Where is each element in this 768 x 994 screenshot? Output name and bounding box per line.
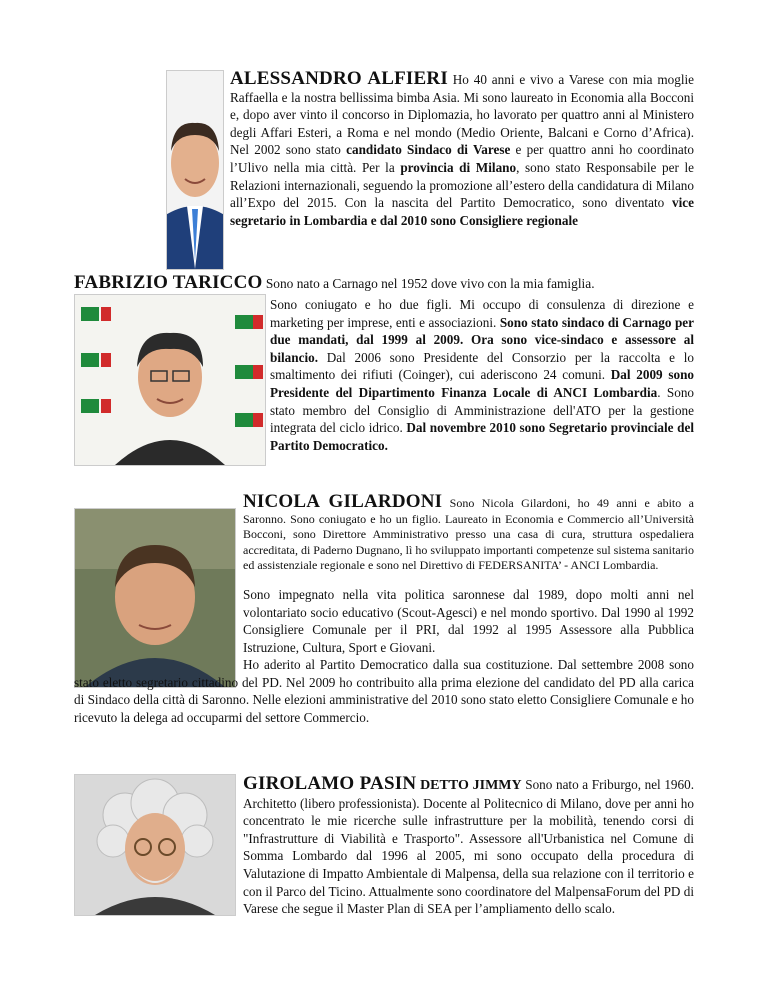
portrait-alfieri-image (167, 71, 223, 269)
name-gilardoni: NICOLA GILARDONI (243, 491, 443, 512)
bio-alfieri: ALESSANDRO ALFIERI Ho 40 anni e vivo a Varese con mia moglie Raffaella e la nostra bellissima bimba Asia. Mi sono laureato in Economia alla Bocconi e, dopo aver vinto il concorso in Diplomazia, ho lavorato per quattro anni al Ministero degli Affari Esteri, a Roma e nel mondo (Medio Oriente, Balcani e Corno d’Africa). Nel 2002 sono stato candidato Sindaco di Varese e per quattro anni ho coordinato l’Ulivo nella mia città. Per la provincia di Milano, sono stato Responsabile per le Relazioni internazionali, seguendo la promozione all’estero della candidatura di Milano all’Expo del 2015. Con la nascita del Partito Democratico, sono diventato vice segretario in Lombardia e dal 2010 sono Consigliere regionale (230, 68, 694, 228)
header-taricco: FABRIZIO TARICCO Sono nato a Carnago nel 1952 dove vivo con la mia famiglia. (74, 272, 595, 293)
portrait-alfieri (166, 70, 224, 270)
portrait-pasin-image (75, 775, 235, 915)
portrait-taricco-image (75, 295, 265, 465)
bio-gilardoni-politics: Sono impegnato nella vita politica saronnese dal 1989, dopo molti anni nel volontariato socio educativo (Scout-Agesci) e nel mondo sportivo. Dal 1990 al 1992 Consigliere Comunale per il PRI, dal 1992 al 1995 Assessore alla Pubblica Istruzione, Cultura, Sport e Giovani. (243, 587, 694, 655)
bio-pasin: GIROLAMO PASIN DETTO JIMMY Sono nato a Friburgo, nel 1960. Architetto (libero professionista). Docente al Politecnico di Milano, dove per anni ho concentrato le mie ricerche sulle infrastrutture per la mobilità, tenendo corsi di "Infrastrutture di Viabilità e Trasporto". Assessore all'Urbanistica nel Comune di Somma Lombardo dal 1996 al 2005, mi sono occupato della procedura di Valutazione di Impatto Ambientale di Malpensa, della sua relazione con il territorio e con il Parco del Ticino. Attualmente sono coordinatore del MalpensaForum del PD di Varese che segue il Master Plan di SEA per l’ampliamento dello scalo. (243, 773, 694, 917)
name-pasin: GIROLAMO PASIN (243, 773, 417, 794)
nickname-pasin: DETTO JIMMY (416, 778, 522, 793)
name-taricco: FABRIZIO TARICCO (74, 272, 263, 293)
bio-gilardoni-intro: NICOLA GILARDONI Sono Nicola Gilardoni, ho 49 anni e abito a Saronno. Sono coniugato e ho un figlio. Laureato in Economia e Commercio all’Università Bocconi, sono Direttore Amministrativo presso una casa di cura, struttura ospedaliera accreditata, di Paderno Dugnano, lì ho sviluppato importanti competenze sul sistema sanitario ed assistenziale regionale e sono nel Direttivo di FEDERSANITA’ - ANCI Lombardia. (243, 491, 694, 572)
name-alfieri: ALESSANDRO ALFIERI (230, 68, 448, 89)
bio-gilardoni-pd: Ho aderito al Partito Democratico dalla sua costituzione. Dal settembre 2008 sono stato eletto segretario cittadino del PD. Nel 2009 ho contribuito alla prima elezione del candidato del PD alla carica di Sindaco della città di Saronno. Nelle elezioni amministrative del 2010 sono stato eletto Consigliere Comunale e ho ricevuto la delega ad occuparmi del settore Commercio. (74, 657, 694, 725)
bio-taricco: Sono coniugato e ho due figli. Mi occupo di consulenza di direzione e marketing per imprese, enti e associazioni. Sono stato sindaco di Carnago per due mandati, dal 1999 al 2009. Ora sono vice-sindaco e assessore al bilancio. Dal 2006 sono Presidente del Consorzio per la raccolta e lo smaltimento dei rifiuti (Coinger), cui aderiscono 24 comuni. Dal 2009 sono Presidente del Dipartimento Finanza Locale di ANCI Lombardia. Sono stato membro del Consiglio di Amministrazione dell'ATO per la gestione integrata del ciclo idrico. Dal novembre 2010 sono Segretario provinciale del Partito Democratico. (270, 297, 695, 453)
portrait-taricco (74, 294, 266, 466)
portrait-pasin (74, 774, 236, 916)
